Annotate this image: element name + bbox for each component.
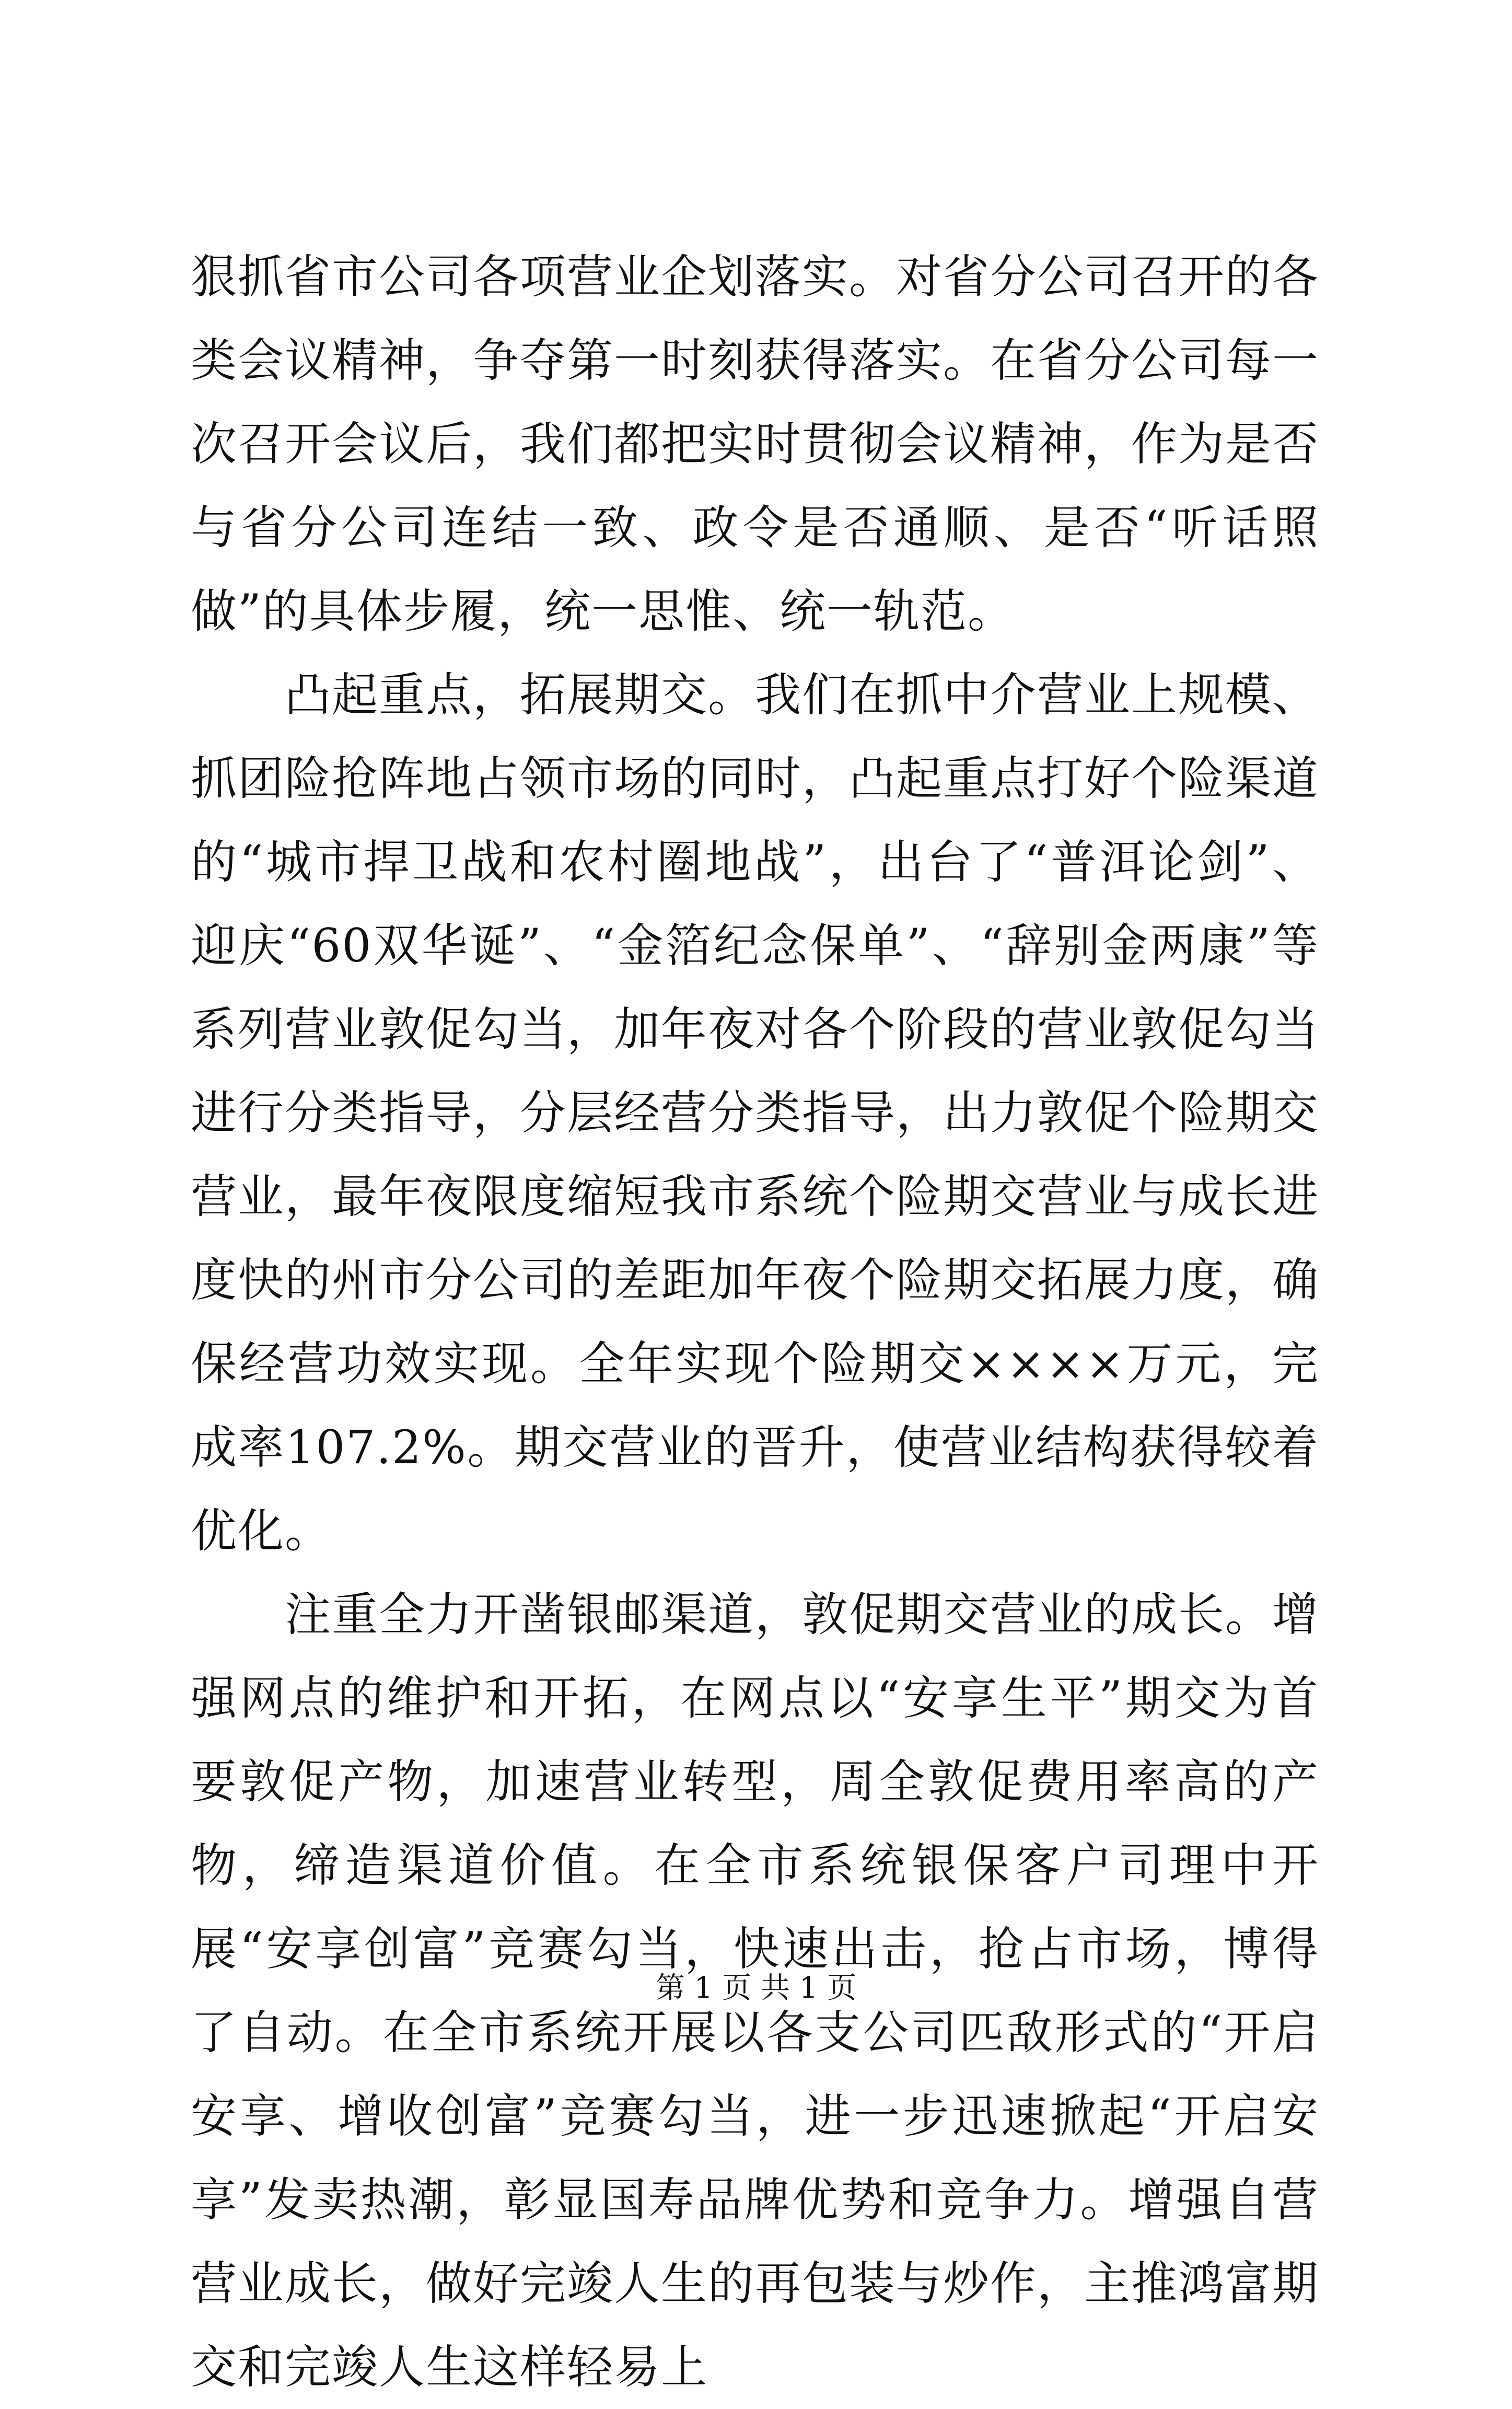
paragraph-1: 狠抓省市公司各项营业企划落实。对省分公司召开的各类会议精神，争夺第一时刻获得落实。在省分公司每一次召开会议后，我们都把实时贯彻会议精神，作为是否与省分公司连结一致、政令是否通顺、是否“听话照做”的具体步履，统一思惟、统一轨范。 [191, 250, 1320, 638]
page-footer: 第 1 页 共 1 页 [655, 1971, 857, 2005]
paragraph-3: 注重全力开凿银邮渠道，敦促期交营业的成长。增强网点的维护和开拓，在网点以“安享生平”期交为首要敦促产物，加速营业转型，周全敦促费用率高的产物，缔造渠道价值。在全市系统银保客户司理中开展“安享创富”竞赛勾当，快速出击，抢占市场，博得了自动。在全市系统开展以各支公司匹敌形式的“开启安享、增收创富”竞赛勾当，进一步迅速掀起“开启安享”发卖热潮，彰显国寿品牌优势和竞争力。增强自营营业成长，做好完竣人生的再包装与炒作，主推鸿富期交和完竣人生这样轻易上 [191, 1588, 1320, 2394]
document-body [191, 235, 1319, 2409]
paragraph-2: 凸起重点，拓展期交。我们在抓中介营业上规模、抓团险抢阵地占领市场的同时，凸起重点打好个险渠道的“城市捍卫战和农村圈地战”，出台了“普洱论剑”、迎庆“60双华诞”、“金箔纪念保单”、“辞别金两康”等系列营业敦促勾当，加年夜对各个阶段的营业敦促勾当进行分类指导，分层经营分类指导，出力敦促个险期交营业，最年夜限度缩短我市系统个险期交营业与成长进度快的州市分公司的差距加年夜个险期交拓展力度，确保经营功效实现。全年实现个险期交××××万元，完成率107.2%。期交营业的晋升，使营业结构获得较着优化。 [191, 668, 1320, 1558]
